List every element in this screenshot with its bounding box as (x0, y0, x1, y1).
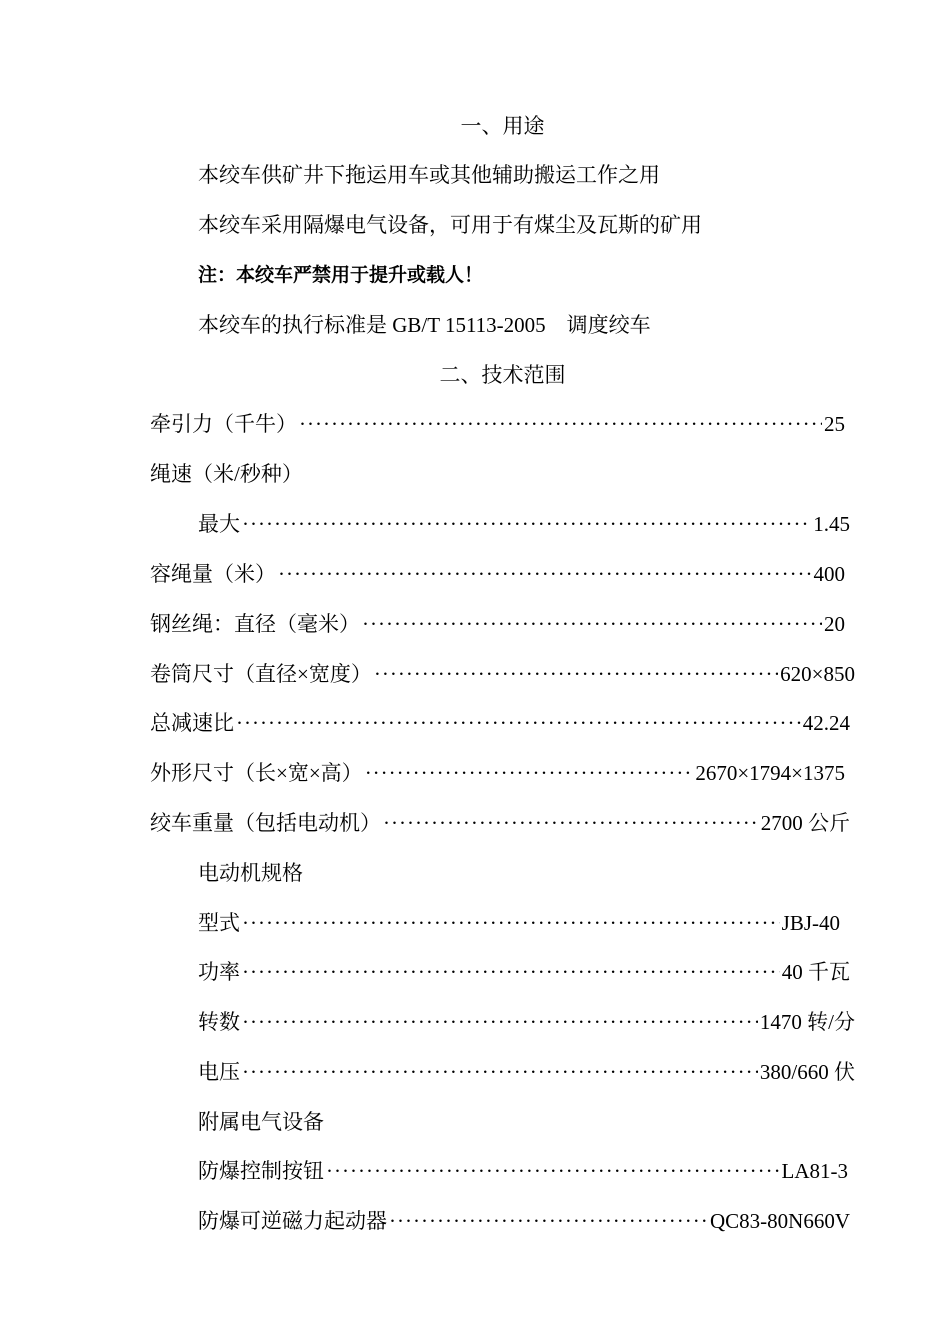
leader-dots (326, 1157, 780, 1185)
spec-value: LA81-3 (781, 1159, 848, 1183)
spec-value: 400 (813, 562, 845, 586)
spec-row-starter (198, 1207, 850, 1235)
spec-label: 防爆可逆磁力起动器 (198, 1209, 387, 1233)
section1-heading: 一、用途 (460, 114, 545, 138)
leader-dots (374, 660, 778, 688)
spec-row-model (198, 909, 840, 937)
spec-row-weight (150, 809, 850, 837)
spec-value: 2670×1794×1375 (695, 761, 845, 785)
leader-dots (389, 1207, 708, 1235)
spec-row-speed (198, 1008, 855, 1036)
spec-label: 功率 (198, 960, 240, 984)
spec-value: 1470 转/分 (759, 1010, 855, 1034)
spec-value: 380/660 伏 (759, 1060, 855, 1084)
spec-value: 2700 公斤 (760, 811, 850, 835)
spec-row-max-speed (198, 510, 850, 538)
spec-value: 25 (824, 412, 845, 436)
spec-label: 卷筒尺寸（直径×宽度） (150, 662, 372, 686)
spec-row-wire-rope (150, 610, 845, 638)
leader-dots (362, 610, 822, 638)
spec-row-traction (150, 410, 845, 438)
leader-dots (242, 958, 780, 986)
leader-dots (278, 560, 812, 588)
spec-label: 防爆控制按钮 (198, 1159, 324, 1183)
spec-value: 20 (824, 612, 845, 636)
leader-dots (365, 759, 694, 787)
standard-paragraph: 本绞车的执行标准是 GB/T 15113-2005 调度绞车 (198, 313, 651, 337)
spec-label: 总减速比 (150, 711, 234, 735)
spec-value: 42.24 (802, 711, 850, 735)
leader-dots (242, 510, 811, 538)
spec-group-motor: 电动机规格 (198, 861, 303, 885)
purpose-paragraph-2: 本绞车采用隔爆电气设备，可用于有煤尘及瓦斯的矿用 (198, 213, 702, 237)
spec-row-drum (150, 660, 855, 688)
spec-label: 型式 (198, 911, 240, 935)
leader-dots (242, 1008, 758, 1036)
spec-label: 最大 (198, 512, 240, 536)
spec-label: 钢丝绳：直径（毫米） (150, 612, 360, 636)
leader-dots (299, 410, 822, 438)
spec-label: 电压 (198, 1060, 240, 1084)
spec-value: 1.45 (813, 512, 850, 536)
leader-dots (242, 1058, 758, 1086)
spec-row-power (198, 958, 850, 986)
spec-group-electrical: 附属电气设备 (198, 1110, 324, 1134)
spec-row-capacity (150, 560, 845, 588)
spec-value: 620×850 (780, 662, 855, 686)
spec-value: 40 千瓦 (781, 960, 850, 984)
spec-value: JBJ-40 (781, 911, 840, 935)
spec-row-voltage (198, 1058, 855, 1086)
spec-label: 绞车重量（包括电动机） (150, 811, 381, 835)
spec-row-button (198, 1157, 848, 1185)
spec-label: 外形尺寸（长×宽×高） (150, 761, 363, 785)
spec-group-rope-speed: 绳速（米/秒种） (150, 462, 303, 486)
spec-label: 转数 (198, 1010, 240, 1034)
section2-heading: 二、技术范围 (439, 363, 566, 387)
spec-row-outline (150, 759, 845, 787)
leader-dots (236, 709, 801, 737)
spec-row-ratio (150, 709, 850, 737)
spec-label: 容绳量（米） (150, 562, 276, 586)
leader-dots (383, 809, 759, 837)
safety-note: 注：本绞车严禁用于提升或载人！ (198, 264, 484, 286)
leader-dots (242, 909, 780, 937)
spec-label: 牵引力（千牛） (150, 412, 297, 436)
spec-value: QC83-80N660V (710, 1209, 850, 1233)
purpose-paragraph-1: 本绞车供矿井下拖运用车或其他辅助搬运工作之用 (198, 163, 660, 187)
